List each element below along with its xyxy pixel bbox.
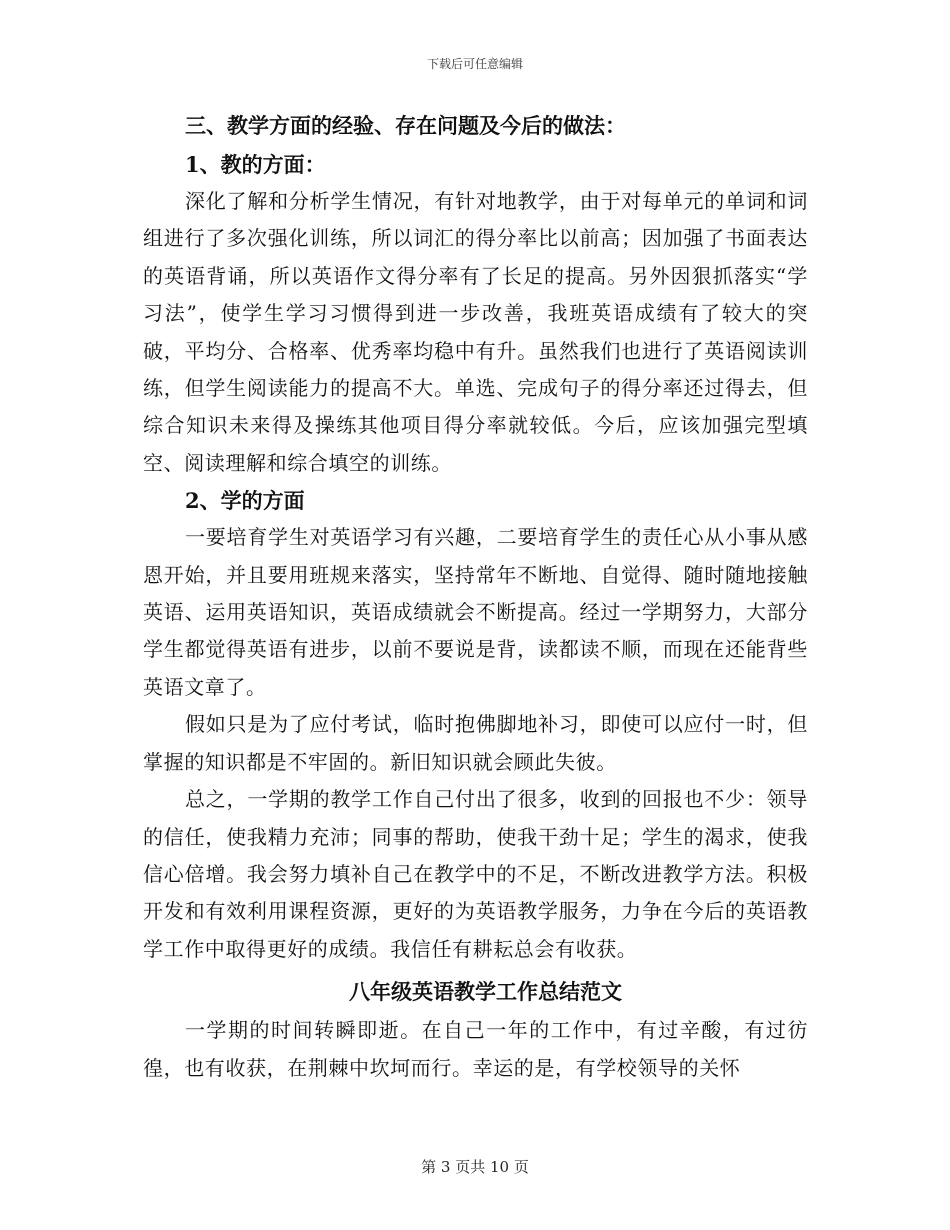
teaching-paragraph: 深化了解和分析学生情况，有针对地教学，由于对每单元的单词和词组进行了多次强化训练，所以词汇的得分率比以前高；因加强了书面表达的英语背诵，所以英语作文得分率有了长足的提高。另外因狠抓落实“学习法”，使学生学习习惯得到进一步改善，我班英语成绩有了较大的突破，平均分、合格率、优秀率均稳中有升。虽然我们也进行了英语阅读训练，但学生阅读能力的提高不大。单选、完成句子的得分率还过得去，但综合知识未来得及操练其他项目得分率就较低。今后，应该加强完型填空、阅读理解和综合填空的训练。 xyxy=(143,189,808,475)
learning-heading: 2、学的方面 xyxy=(185,488,305,514)
next-article-title: 八年级英语教学工作总结范文 xyxy=(349,979,622,1005)
learning-paragraph: 一要培育学生对英语学习有兴趣，二要培育学生的责任心从小事从感恩开始，并且要用班规来落实，坚持常年不断地、自觉得、随时随地接触英语、运用英语知识，英语成绩就会不断提高。经过一学期努力，大部分学生都觉得英语有进步，以前不要说是背，读都读不顺，而现在还能背些英语文章了。 xyxy=(143,525,808,699)
exam-paragraph: 假如只是为了应付考试，临时抱佛脚地补习，即使可以应付一时，但掌握的知识都是不牢固的。新旧知识就会顾此失彼。 xyxy=(143,712,808,774)
summary-paragraph: 总之，一学期的教学工作自己付出了很多，收到的回报也不少：领导的信任，使我精力充沛；同事的帮助，使我干劲十足；学生的渴求，使我信心倍增。我会努力填补自己在教学中的不足，不断改进教学方法。积极开发和有效利用课程资源，更好的为英语教学服务，力争在今后的英语教学工作中取得更好的成绩。我信任有耕耘总会有收获。 xyxy=(143,787,808,961)
section3-heading: 三、教学方面的经验、存在问题及今后的做法： xyxy=(185,113,626,138)
next-article-paragraph: 一学期的时间转瞬即逝。在自己一年的工作中，有过辛酸，有过彷徨，也有收获，在荆棘中坎坷而行。幸运的是，有学校领导的关怀 xyxy=(143,1018,808,1080)
document-body xyxy=(143,106,808,1087)
page-indicator: 第 3 页共 10 页 xyxy=(421,1158,529,1176)
teaching-heading: 1、教的方面： xyxy=(185,152,326,177)
page-header: 下载后可任意编辑 xyxy=(426,57,523,71)
